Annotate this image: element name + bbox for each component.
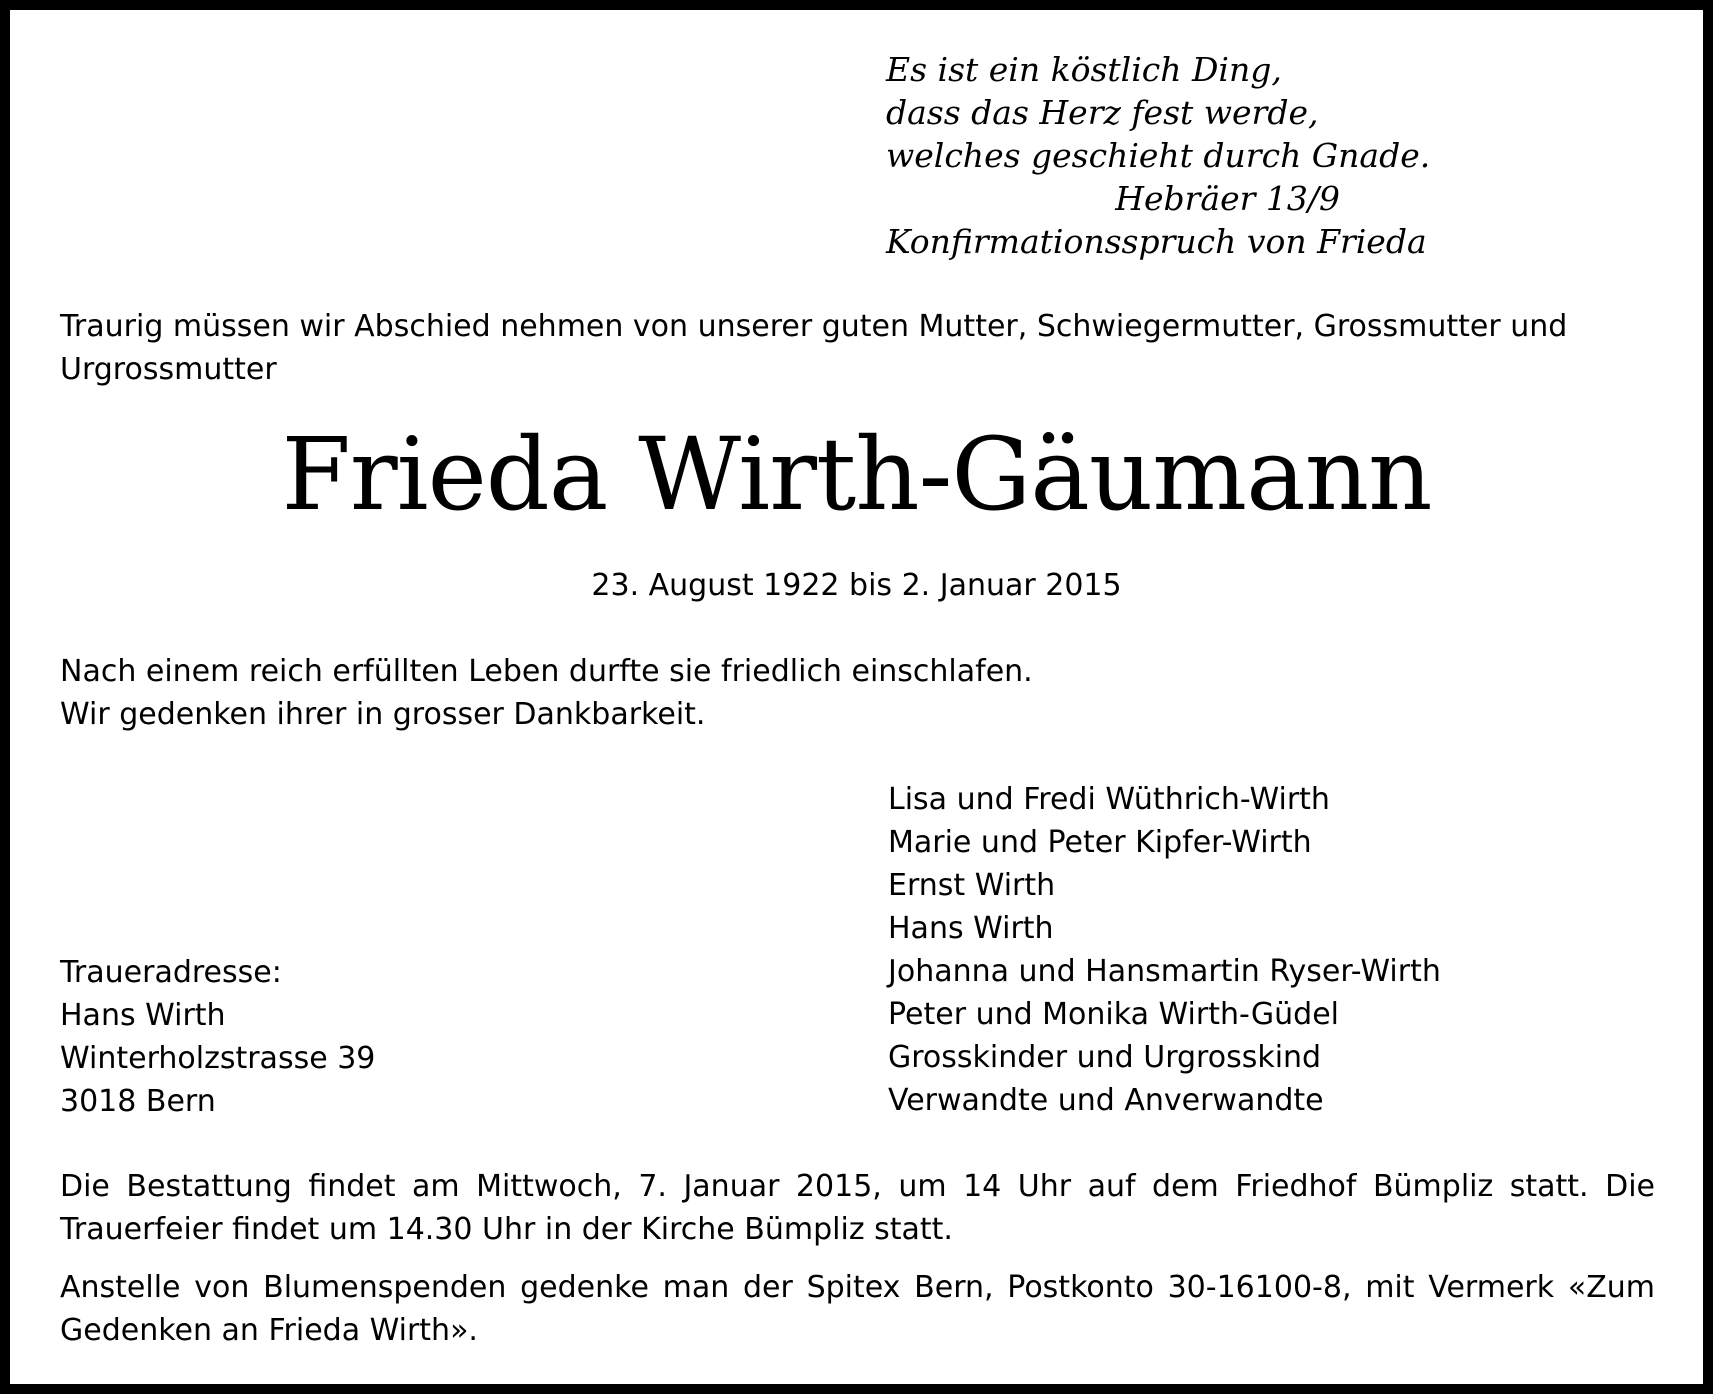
address-line: Hans Wirth [60, 998, 226, 1033]
mourning-address [60, 951, 375, 1123]
address-line: 3018 Bern [60, 1084, 216, 1119]
life-dates: 23. August 1922 bis 2. Januar 2015 [591, 568, 1122, 603]
verse-line: welches geschieht durch Gnade. [886, 136, 1431, 175]
mourner-item: Hans Wirth [888, 911, 1054, 946]
mourner-item: Johanna und Hansmartin Ryser-Wirth [888, 954, 1441, 989]
closing-line: Nach einem reich erfüllten Leben durfte sie friedlich einschlafen. [60, 654, 1033, 689]
closing-text [60, 650, 1033, 736]
verse-note: Konfirmationsspruch von Frieda [886, 222, 1427, 261]
mourner-item: Grosskinder und Urgrosskind [888, 1040, 1322, 1075]
deceased-name: Frieda Wirth-Gäumann [281, 416, 1432, 533]
intro-text: Traurig müssen wir Abschied nehmen von unserer guten Mutter, Schwiegermutter, Grossmutter und Urgrossmutter [60, 309, 1568, 387]
address-label: Traueradresse: [60, 955, 282, 990]
mourner-item: Peter und Monika Wirth-Güdel [888, 997, 1339, 1032]
address-line: Winterholzstrasse 39 [60, 1041, 376, 1076]
closing-line: Wir gedenken ihrer in grosser Dankbarkeit. [60, 697, 706, 732]
verse-reference: Hebräer 13/9 [1115, 179, 1340, 218]
funeral-details: Die Bestattung findet am Mittwoch, 7. Januar 2015, um 14 Uhr auf dem Friedhof Bümpliz statt. Die Trauerfeier findet um 14.30 Uhr in der Kirche Bümpliz statt. [60, 1169, 1655, 1247]
bible-verse [886, 48, 1431, 263]
mourners-list [888, 778, 1441, 1122]
mourner-item: Ernst Wirth [888, 868, 1056, 903]
verse-line: dass das Herz fest werde, [886, 93, 1319, 132]
verse-line: Es ist ein köstlich Ding, [886, 50, 1282, 89]
mourner-item: Verwandte und Anverwandte [888, 1083, 1324, 1118]
mourner-item: Marie und Peter Kipfer-Wirth [888, 825, 1312, 860]
donation-note: Anstelle von Blumenspenden gedenke man der Spitex Bern, Postkonto 30-16100-8, mit Vermerk «Zum Gedenken an Frieda Wirth». [60, 1270, 1655, 1348]
mourner-item: Lisa und Fredi Wüthrich-Wirth [888, 782, 1330, 817]
